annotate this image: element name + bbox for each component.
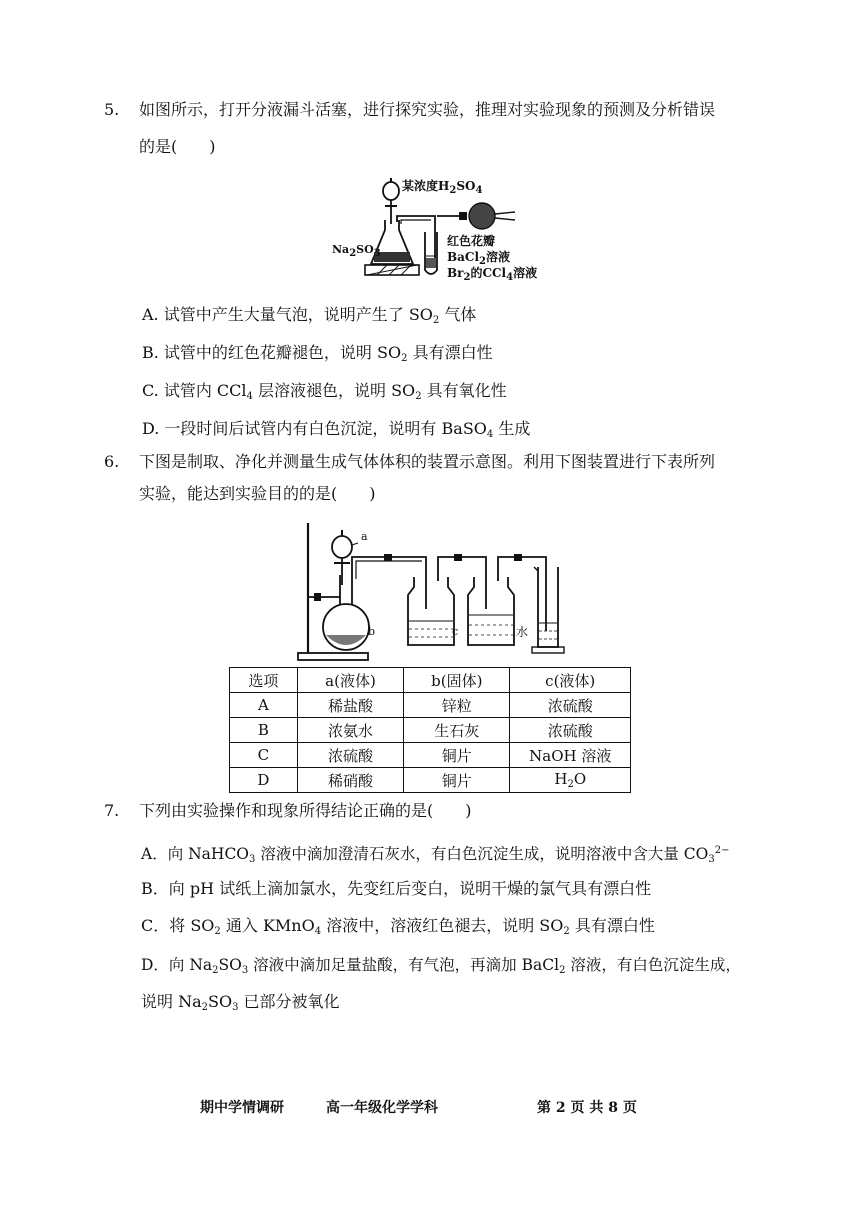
table-header-cell: c(液体) xyxy=(510,668,631,693)
q5-number: 5. xyxy=(104,100,120,119)
table-header-cell: b(固体) xyxy=(404,668,510,693)
q6-number: 6. xyxy=(104,452,120,471)
q6-label-c: c xyxy=(452,625,459,638)
table-row xyxy=(230,768,631,793)
q7-option-c: C．将 $SO_2$ 通入 KMnO$_4$ 溶液中，溶液红色褪去，说明 $SO_2$ 具有漂白性 xyxy=(141,916,655,937)
table-cell: NaOH 溶液 xyxy=(510,743,631,768)
table-cell: D xyxy=(230,768,298,793)
q7-option-a: A．向 NaHCO$_3$ 溶液中滴加澄清石灰水，有白色沉淀生成，说明溶液中含大量 $CO_3^{2-}$ xyxy=(141,845,730,865)
table-header-cell: a(液体) xyxy=(297,668,403,693)
q5-label-bacl: BaCl$_2$溶液 xyxy=(447,250,511,267)
table-cell: 浓氨水 xyxy=(297,718,403,743)
table-cell: C xyxy=(230,743,298,768)
q5-stem-line2: 的是( ) xyxy=(139,137,216,156)
q6-label-a: a xyxy=(361,530,368,543)
table-row xyxy=(230,743,631,768)
q6-label-b: b xyxy=(368,625,376,638)
footer-exam-name: 期中学情调研 xyxy=(200,1100,284,1116)
q5-label-br: $Br_2$的CCl$_4$溶液 xyxy=(447,266,538,283)
table-row xyxy=(230,693,631,718)
table-cell: 生石灰 xyxy=(404,718,510,743)
q6-stem-line2: 实验，能达到实验目的的是( ) xyxy=(139,484,376,503)
q7-option-d-line2: 说明 $Na_2SO_3$ 已部分被氧化 xyxy=(141,992,340,1013)
q5-stem-line1: 如图所示，打开分液漏斗活塞，进行探究实验，推理对实验现象的预测及分析错误 xyxy=(139,100,716,119)
q5-label-petal: 红色花瓣 xyxy=(447,234,496,248)
q7-number: 7. xyxy=(104,801,120,820)
table-cell: $H_2O$ xyxy=(510,768,631,793)
table-header-row xyxy=(230,668,631,693)
table-row xyxy=(230,718,631,743)
q5-label-flask: $Na_2SO_3$ xyxy=(332,243,381,259)
q6-options-table xyxy=(229,667,631,793)
table-cell: 稀盐酸 xyxy=(297,693,403,718)
table-cell: 铜片 xyxy=(404,743,510,768)
table-cell: 稀硝酸 xyxy=(297,768,403,793)
q7-option-d: D．向 $Na_2SO_3$ 溶液中滴加足量盐酸，有气泡，再滴加 BaCl$_2$ 溶液，有白色沉淀生成， xyxy=(141,956,741,976)
table-cell: B xyxy=(230,718,298,743)
table-cell: 浓硫酸 xyxy=(297,743,403,768)
q6-label-water: 水 xyxy=(516,625,529,639)
q5-option-c: C. 试管内 CCl$_4$ 层溶液褪色，说明 $SO_2$ 具有氧化性 xyxy=(142,381,507,402)
footer-page-number: 第 2 页 共 8 页 xyxy=(537,1100,637,1116)
q5-option-a: A. 试管中产生大量气泡，说明产生了 $SO_2$ 气体 xyxy=(142,305,477,326)
q7-option-b: B．向 pH 试纸上滴加氯水，先变红后变白，说明干燥的氯气具有漂白性 xyxy=(141,879,652,898)
table-cell: 铜片 xyxy=(404,768,510,793)
table-cell: A xyxy=(230,693,298,718)
table-cell: 浓硫酸 xyxy=(510,693,631,718)
table-header-cell: 选项 xyxy=(230,668,298,693)
q7-stem: 下列由实验操作和现象所得结论正确的是( ) xyxy=(139,801,472,820)
q5-label-acid: 某浓度$H_2SO_4$ xyxy=(402,179,483,196)
q6-apparatus-figure xyxy=(296,515,571,667)
table-cell: 锌粒 xyxy=(404,693,510,718)
q6-stem-line1: 下图是制取、净化并测量生成气体体积的装置示意图。利用下图装置进行下表所列 xyxy=(139,452,716,471)
q5-option-b: B. 试管中的红色花瓣褪色，说明 $SO_2$ 具有漂白性 xyxy=(142,343,493,364)
table-cell: 浓硫酸 xyxy=(510,718,631,743)
footer-subject: 高一年级化学学科 xyxy=(326,1100,438,1116)
q5-option-d: D. 一段时间后试管内有白色沉淀，说明有 BaSO$_4$ 生成 xyxy=(142,419,531,440)
